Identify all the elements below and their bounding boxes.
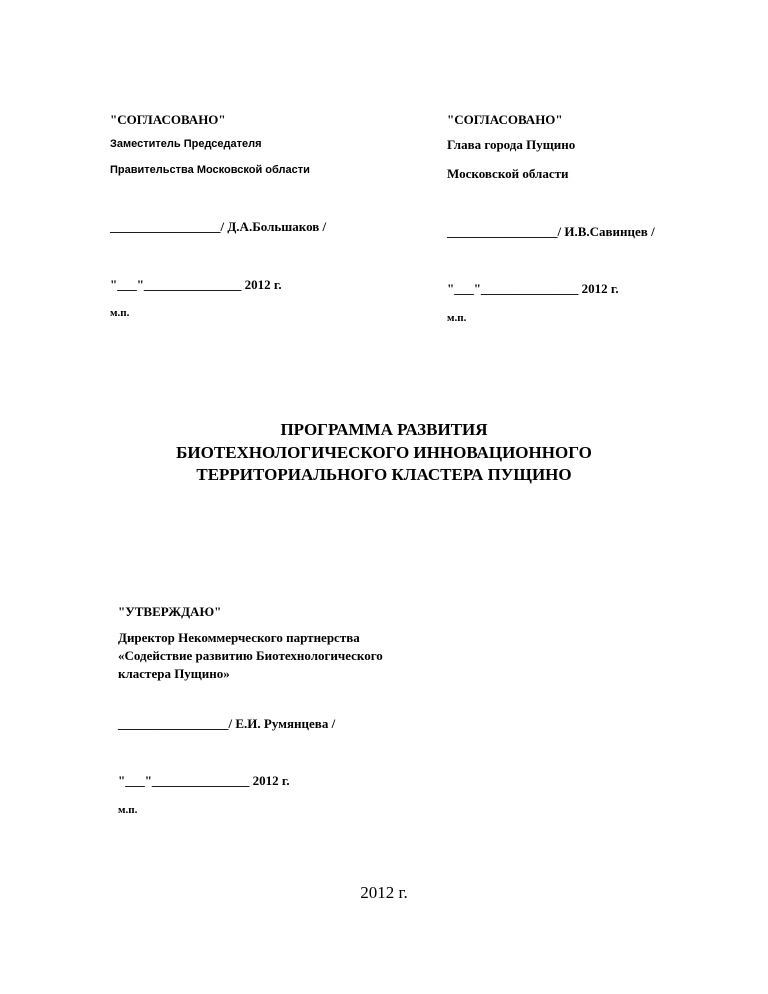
left-approval-heading: "СОГЛАСОВАНО" xyxy=(110,112,226,127)
left-approval-seal: м.п. xyxy=(110,307,130,319)
right-approval-seal: м.п. xyxy=(447,312,467,324)
left-approval-position-line2: Правительства Московской области xyxy=(110,164,310,176)
left-approval-position-line1: Заместитель Председателя xyxy=(110,138,262,150)
approve-signature: _________________/ Е.И. Румянцева / xyxy=(118,716,336,731)
right-approval-signature: _________________/ И.В.Савинцев / xyxy=(447,224,655,239)
left-approval-signature: _________________/ Д.А.Большаков / xyxy=(110,219,327,234)
footer-year: 2012 г. xyxy=(360,883,408,902)
approve-position-line1: Директор Некоммерческого партнерства xyxy=(118,630,360,645)
approve-heading: "УТВЕРЖДАЮ" xyxy=(118,604,222,619)
program-title-line2: БИОТЕХНОЛОГИЧЕСКОГО ИННОВАЦИОННОГО xyxy=(176,443,592,462)
approve-date: "___"_______________ 2012 г. xyxy=(118,773,290,788)
right-approval-date: "___"_______________ 2012 г. xyxy=(447,281,619,296)
program-title-line3: ТЕРРИТОРИАЛЬНОГО КЛАСТЕРА ПУЩИНО xyxy=(196,465,572,484)
right-approval-position-line2: Московской области xyxy=(447,166,569,181)
right-approval-position-line1: Глава города Пущино xyxy=(447,137,576,152)
right-approval-heading: "СОГЛАСОВАНО" xyxy=(447,112,563,127)
left-approval-date: "___"_______________ 2012 г. xyxy=(110,277,282,292)
program-title-line1: ПРОГРАММА РАЗВИТИЯ xyxy=(280,420,488,439)
approve-position-line2: «Содействие развитию Биотехнологического xyxy=(118,648,383,663)
approve-seal: м.п. xyxy=(118,804,138,816)
approve-position-line3: кластера Пущино» xyxy=(118,666,230,681)
